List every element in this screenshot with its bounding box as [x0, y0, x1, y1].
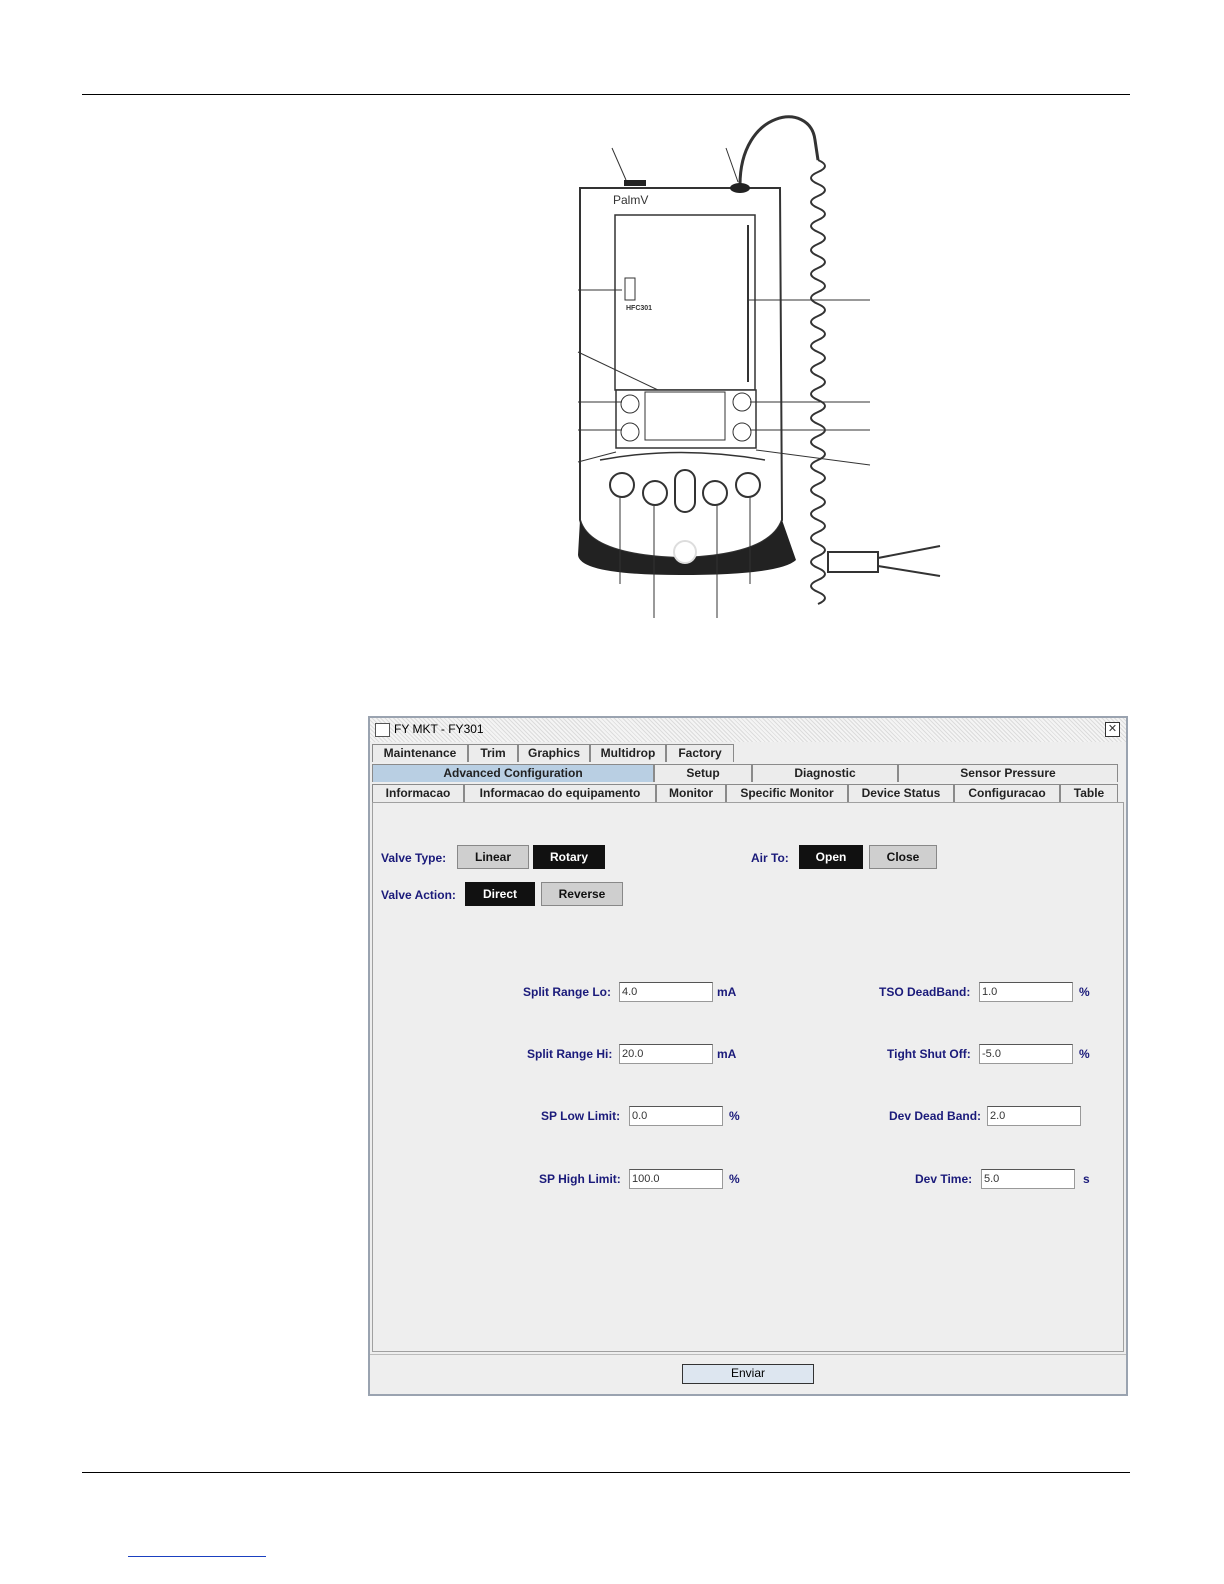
device-screen — [615, 215, 755, 390]
dev-time-input[interactable] — [981, 1169, 1075, 1189]
air-to-close-button[interactable]: Close — [869, 845, 937, 869]
hw-button-2 — [643, 481, 667, 505]
air-to-label: Air To: — [751, 851, 789, 865]
advanced-configuration-panel — [372, 802, 1124, 1352]
config-window — [368, 716, 1128, 1396]
sp-low-limit-input[interactable] — [629, 1106, 723, 1126]
scroll-button — [675, 470, 695, 512]
split-range-hi-label: Split Range Hi: — [527, 1047, 613, 1061]
close-icon[interactable]: ✕ — [1105, 722, 1120, 737]
split-range-lo-input[interactable] — [619, 982, 713, 1002]
tso-deadband-unit: % — [1079, 985, 1090, 999]
tso-deadband-label: TSO DeadBand: — [879, 985, 971, 999]
tab-monitor[interactable]: Monitor — [656, 784, 726, 802]
title-bar[interactable] — [370, 718, 1126, 742]
tab-factory[interactable]: Factory — [666, 744, 734, 762]
sp-low-limit-label: SP Low Limit: — [541, 1109, 621, 1123]
tab-diagnostic[interactable]: Diagnostic — [752, 764, 898, 782]
dev-time-label: Dev Time: — [915, 1172, 973, 1186]
tight-shut-off-label: Tight Shut Off: — [887, 1047, 971, 1061]
valve-action-label: Valve Action: — [381, 888, 456, 902]
tab-sensor-pressure[interactable]: Sensor Pressure — [898, 764, 1118, 782]
dev-dead-band-label: Dev Dead Band: — [889, 1109, 982, 1123]
dev-time-unit: s — [1083, 1172, 1090, 1186]
footer-link-underline[interactable] — [128, 1556, 266, 1557]
cable — [740, 117, 818, 185]
tso-deadband-input[interactable] — [979, 982, 1073, 1002]
tab-advanced-configuration[interactable]: Advanced Configuration — [372, 764, 654, 782]
tab-multidrop[interactable]: Multidrop — [590, 744, 666, 762]
sp-high-limit-label: SP High Limit: — [539, 1172, 621, 1186]
split-range-hi-unit: mA — [717, 1047, 737, 1061]
tab-informacao[interactable]: Informacao — [372, 784, 464, 802]
bottom-rule — [82, 1472, 1130, 1473]
tab-table[interactable]: Table — [1060, 784, 1118, 802]
valve-type-rotary-button[interactable]: Rotary — [533, 845, 605, 869]
sp-high-limit-input[interactable] — [629, 1169, 723, 1189]
valve-action-reverse-button[interactable]: Reverse — [541, 882, 623, 906]
tab-informacao-do-equipamento[interactable]: Informacao do equipamento — [464, 784, 656, 802]
tight-shut-off-input[interactable] — [979, 1044, 1073, 1064]
sp-high-limit-unit: % — [729, 1172, 740, 1186]
send-button[interactable]: Enviar — [682, 1364, 814, 1384]
window-icon — [375, 723, 390, 737]
hw-button-4 — [736, 473, 760, 497]
tab-configuracao[interactable]: Configuracao — [954, 784, 1060, 802]
dev-dead-band-input[interactable] — [987, 1106, 1081, 1126]
split-range-hi-input[interactable] — [619, 1044, 713, 1064]
tab-trim[interactable]: Trim — [468, 744, 518, 762]
valve-type-label: Valve Type: — [381, 851, 447, 865]
hw-button-1 — [610, 473, 634, 497]
tight-shut-off-unit: % — [1079, 1047, 1090, 1061]
split-range-lo-label: Split Range Lo: — [523, 985, 611, 999]
cable-connector — [828, 552, 878, 572]
brand-label: PalmV — [613, 193, 649, 207]
tab-maintenance[interactable]: Maintenance — [372, 744, 468, 762]
sp-low-limit-unit: % — [729, 1109, 740, 1123]
tab-graphics[interactable]: Graphics — [518, 744, 590, 762]
top-rule — [82, 94, 1130, 95]
window-title: FY MKT - FY301 — [394, 722, 484, 736]
power-button — [674, 541, 696, 563]
app-icon-label: HFC301 — [626, 305, 653, 312]
tab-setup[interactable]: Setup — [654, 764, 752, 782]
coiled-cable — [811, 160, 825, 604]
valve-type-linear-button[interactable]: Linear — [457, 845, 529, 869]
air-to-open-button[interactable]: Open — [799, 845, 863, 869]
tab-specific-monitor[interactable]: Specific Monitor — [726, 784, 848, 802]
footer-separator — [370, 1354, 1126, 1355]
palm-device-figure — [560, 100, 980, 630]
split-range-lo-unit: mA — [717, 985, 737, 999]
tab-device-status[interactable]: Device Status — [848, 784, 954, 802]
valve-action-direct-button[interactable]: Direct — [465, 882, 535, 906]
hw-button-3 — [703, 481, 727, 505]
